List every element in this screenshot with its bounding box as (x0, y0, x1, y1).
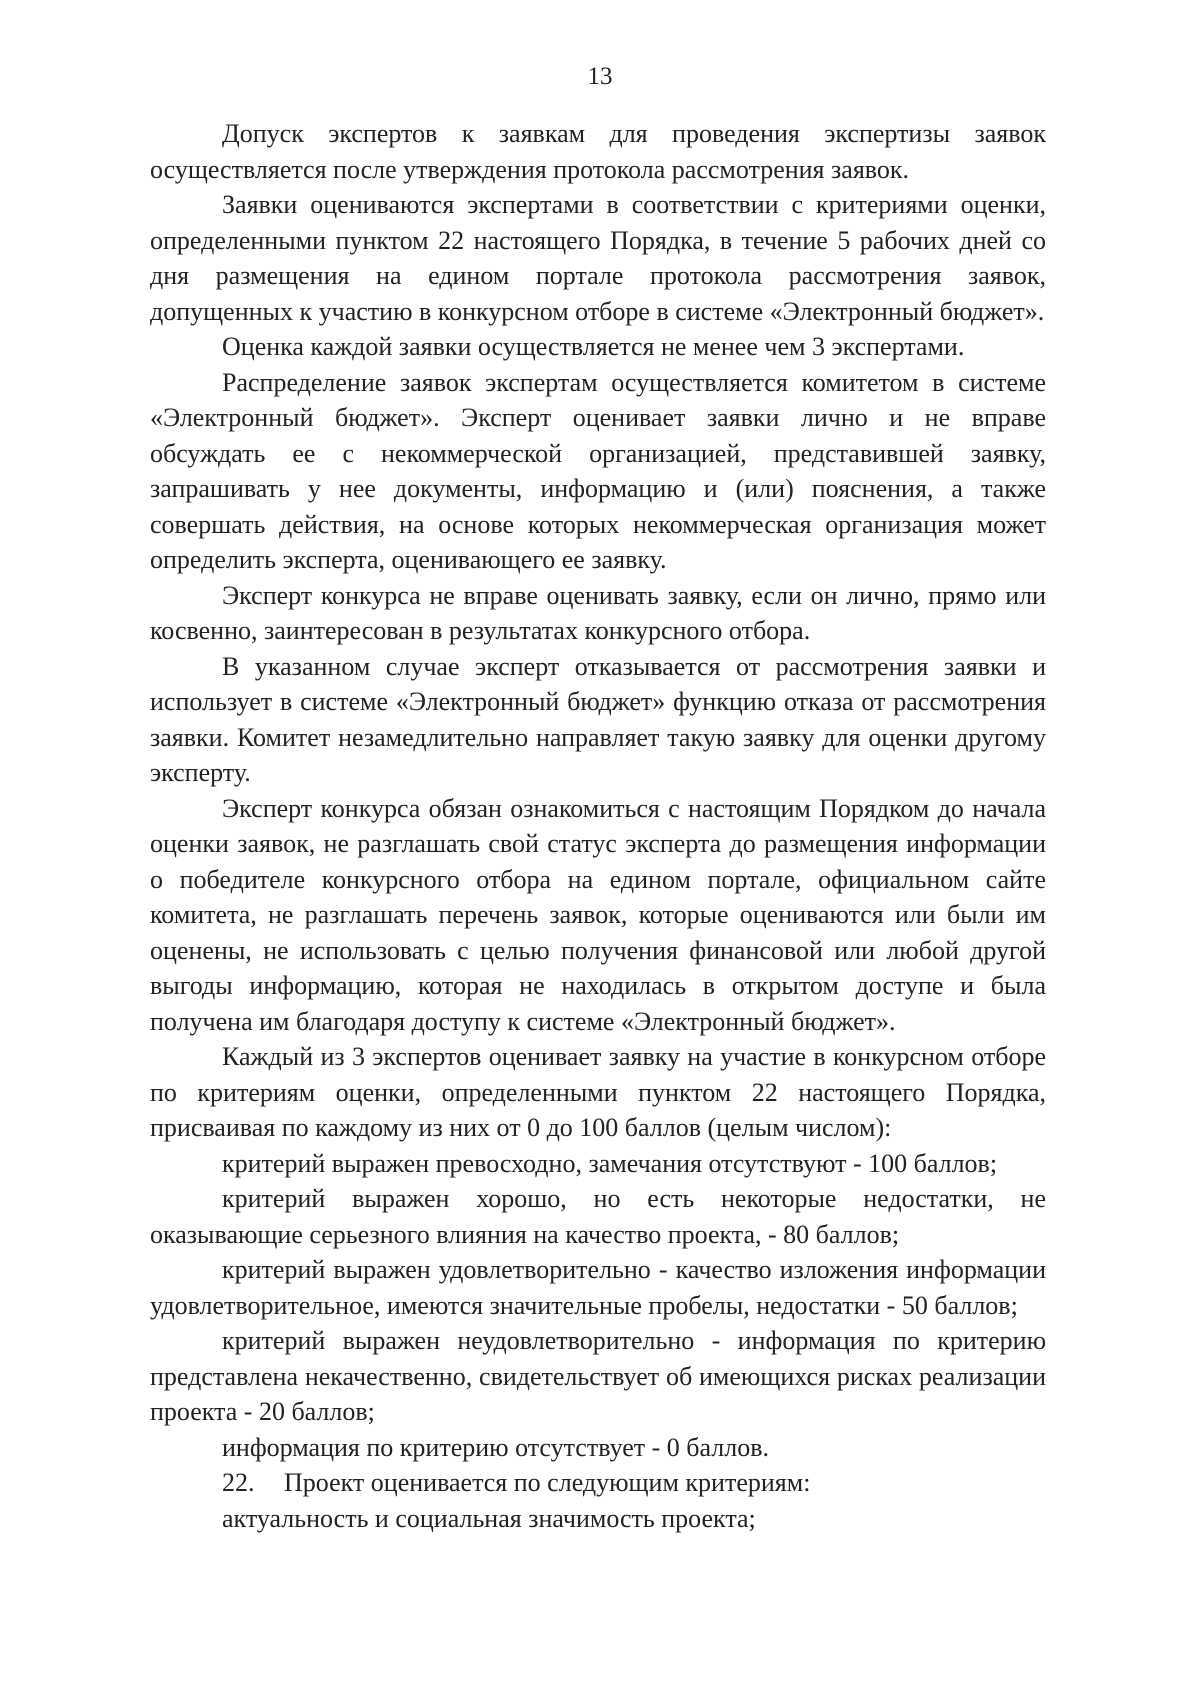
scoring-item: критерий выражен неудовлетворительно - информация по критерию представлена некачественно, свидетельствует об имеющихся рисках реализации проекта - 20 баллов; (150, 1326, 1046, 1426)
scoring-item: информация по критерию отсутствует - 0 баллов. (222, 1432, 770, 1462)
scoring-item: критерий выражен удовлетворительно - качество изложения информации удовлетворительное, имеются значительные пробелы, недостатки - 50 баллов; (150, 1255, 1046, 1320)
paragraph: Каждый из 3 экспертов оценивает заявку на участие в конкурсном отборе по критериям оценки, определенными пунктом 22 настоящего Порядка, присваивая по каждому из них от 0 до 100 баллов (целым числом): (150, 1042, 1046, 1142)
paragraph: Распределение заявок экспертам осуществляется комитетом в системе «Электронный бюджет». Эксперт оценивает заявки лично и не вправе обсуждать ее с некоммерческой организацией, представившей заявку, запрашивать у нее документы, информацию и (или) пояснения, а также совершать действия, на основе которых некоммерческая организация может определить эксперта, оценивающего ее заявку. (150, 367, 1046, 574)
clause-text: Проект оценивается по следующим критериям: (284, 1468, 811, 1497)
paragraph: Допуск экспертов к заявкам для проведения экспертизы заявок осуществляется после утверждения протокола рассмотрения заявок. (150, 119, 1046, 184)
page-number: 13 (587, 63, 613, 90)
paragraph: Заявки оцениваются экспертами в соответствии с критериями оценки, определенными пунктом 22 настоящего Порядка, в течение 5 рабочих дней со дня размещения на едином портале протокола рассмотрения заявок, допущенных к участию в конкурсном отборе в системе «Электронный бюджет». (150, 190, 1046, 326)
document-body (150, 116, 1046, 1536)
paragraph: Эксперт конкурса обязан ознакомиться с настоящим Порядком до начала оценки заявок, не разглашать свой статус эксперта до размещения информации о победителе конкурсного отбора на едином портале, официальном сайте комитета, не разглашать перечень заявок, которые оцениваются или были им оценены, не использовать с целью получения финансовой или любой другой выгоды информацию, которая не находилась в открытом доступе и была получена им благодаря доступу к системе «Электронный бюджет». (150, 793, 1046, 1036)
paragraph: В указанном случае эксперт отказывается от рассмотрения заявки и использует в системе «Электронный бюджет» функцию отказа от рассмотрения заявки. Комитет незамедлительно направляет такую заявку для оценки другому эксперту. (150, 651, 1046, 787)
criterion-item: актуальность и социальная значимость проекта; (222, 1503, 756, 1533)
paragraph: Оценка каждой заявки осуществляется не менее чем 3 экспертами. (222, 332, 965, 361)
numbered-clause-22 (150, 1465, 1046, 1501)
scoring-item: критерий выражен превосходно, замечания отсутствуют - 100 баллов; (222, 1148, 998, 1178)
paragraph: Эксперт конкурса не вправе оценивать заявку, если он лично, прямо или косвенно, заинтересован в результатах конкурсного отбора. (150, 580, 1046, 645)
scoring-item: критерий выражен хорошо, но есть некоторые недостатки, не оказывающие серьезного влияния на качество проекта, - 80 баллов; (150, 1184, 1046, 1249)
clause-number: 22. (222, 1468, 255, 1497)
